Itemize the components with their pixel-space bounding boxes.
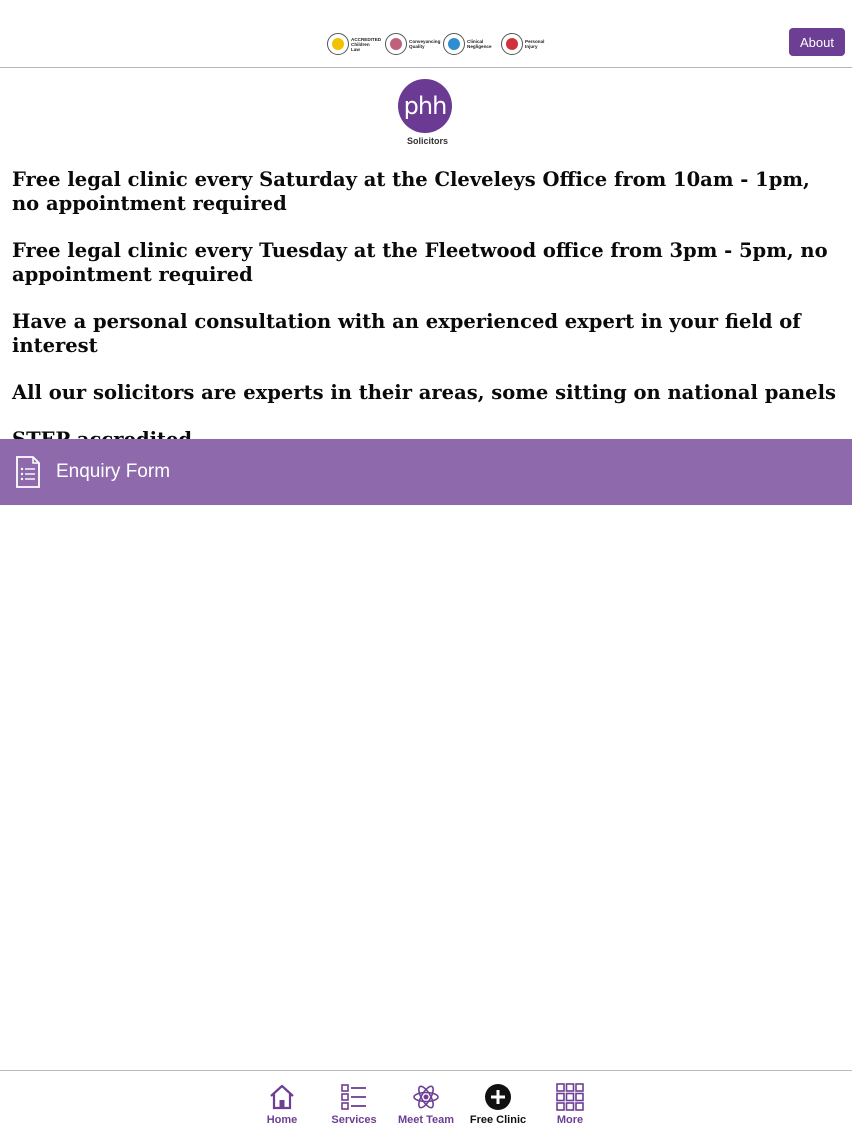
info-paragraph: All our solicitors are experts in their areas, some sitting on national panels bbox=[12, 381, 836, 404]
personal-injury-seal-icon bbox=[501, 33, 523, 55]
document-icon bbox=[14, 456, 42, 488]
atom-icon bbox=[412, 1083, 440, 1111]
plus-circle-icon bbox=[484, 1083, 512, 1111]
conveyancing-seal-icon bbox=[385, 33, 407, 55]
badge-conveyancing-quality: Conveyancing Quality bbox=[385, 31, 437, 57]
logo-subtitle: Solicitors bbox=[407, 136, 449, 146]
tab-more[interactable]: More bbox=[537, 1083, 603, 1126]
grid-icon bbox=[556, 1083, 584, 1111]
company-logo bbox=[397, 79, 457, 149]
tab-free-clinic[interactable]: Free Clinic bbox=[465, 1083, 531, 1126]
tab-meet-team[interactable]: Meet Team bbox=[393, 1083, 459, 1126]
tab-services[interactable]: Services bbox=[321, 1083, 387, 1126]
list-icon bbox=[340, 1083, 368, 1111]
badge-children-law: ACCREDITED Children Law bbox=[327, 31, 379, 57]
info-paragraph: Have a personal consultation with an experienced expert in your field of interest bbox=[12, 310, 801, 357]
tab-home[interactable]: Home bbox=[249, 1083, 315, 1126]
badge-clinical-negligence: Clinical Negligence bbox=[443, 31, 495, 57]
home-icon bbox=[268, 1083, 296, 1111]
top-header bbox=[0, 0, 852, 68]
enquiry-form-button[interactable] bbox=[0, 439, 852, 505]
children-law-seal-icon bbox=[327, 33, 349, 55]
logo-mark: phh bbox=[398, 79, 452, 133]
clinic-info bbox=[12, 168, 842, 475]
enquiry-form-label: Enquiry Form bbox=[56, 461, 171, 482]
about-button[interactable]: About bbox=[789, 28, 845, 56]
info-paragraph: Free legal clinic every Tuesday at the Fleetwood office from 3pm - 5pm, no appointment required bbox=[12, 239, 828, 286]
clinical-negligence-seal-icon bbox=[443, 33, 465, 55]
info-paragraph: Free legal clinic every Saturday at the Cleveleys Office from 10am - 1pm, no appointment required bbox=[12, 168, 810, 215]
bottom-tab-bar bbox=[0, 1070, 852, 1136]
badge-personal-injury: Personal Injury bbox=[501, 31, 553, 57]
accreditation-badges bbox=[327, 30, 553, 58]
